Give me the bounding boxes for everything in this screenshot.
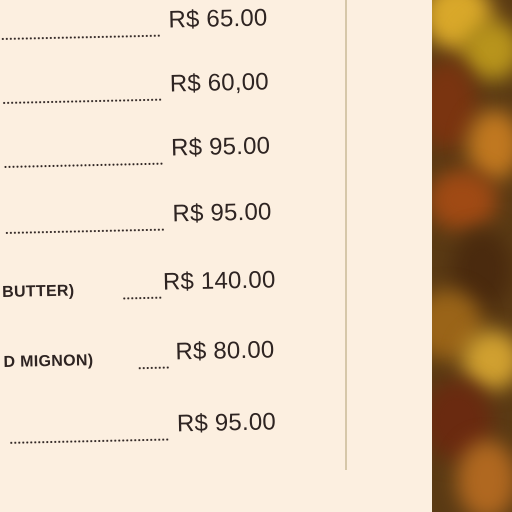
dot-leader: [1, 35, 161, 40]
item-price: R$ 60,00: [169, 68, 270, 98]
item-price: R$ 140.00: [162, 266, 276, 296]
dot-leader: [3, 163, 163, 168]
item-description: BUTTER): [1, 282, 75, 302]
item-description: D MIGNON): [3, 352, 94, 372]
menu-item: [1, 266, 307, 312]
menu-item: [2, 68, 303, 114]
dot-leader: [2, 99, 162, 104]
dot-leader: [5, 229, 165, 234]
item-price: R$ 65.00: [168, 4, 268, 34]
dot-leader: [122, 297, 162, 300]
menu-item: [0, 4, 301, 50]
item-price: R$ 95.00: [170, 132, 271, 162]
item-price: R$ 95.00: [176, 408, 277, 438]
item-price: R$ 95.00: [172, 198, 272, 228]
food-photo: [432, 0, 512, 512]
menu-item: [4, 198, 305, 244]
dot-leader: [138, 367, 170, 370]
column-divider: [345, 0, 347, 470]
menu-item: [3, 132, 304, 178]
dot-leader: [9, 439, 169, 444]
item-price: R$ 80.00: [175, 336, 275, 366]
menu-item: [3, 336, 308, 382]
menu-item: [9, 408, 310, 454]
